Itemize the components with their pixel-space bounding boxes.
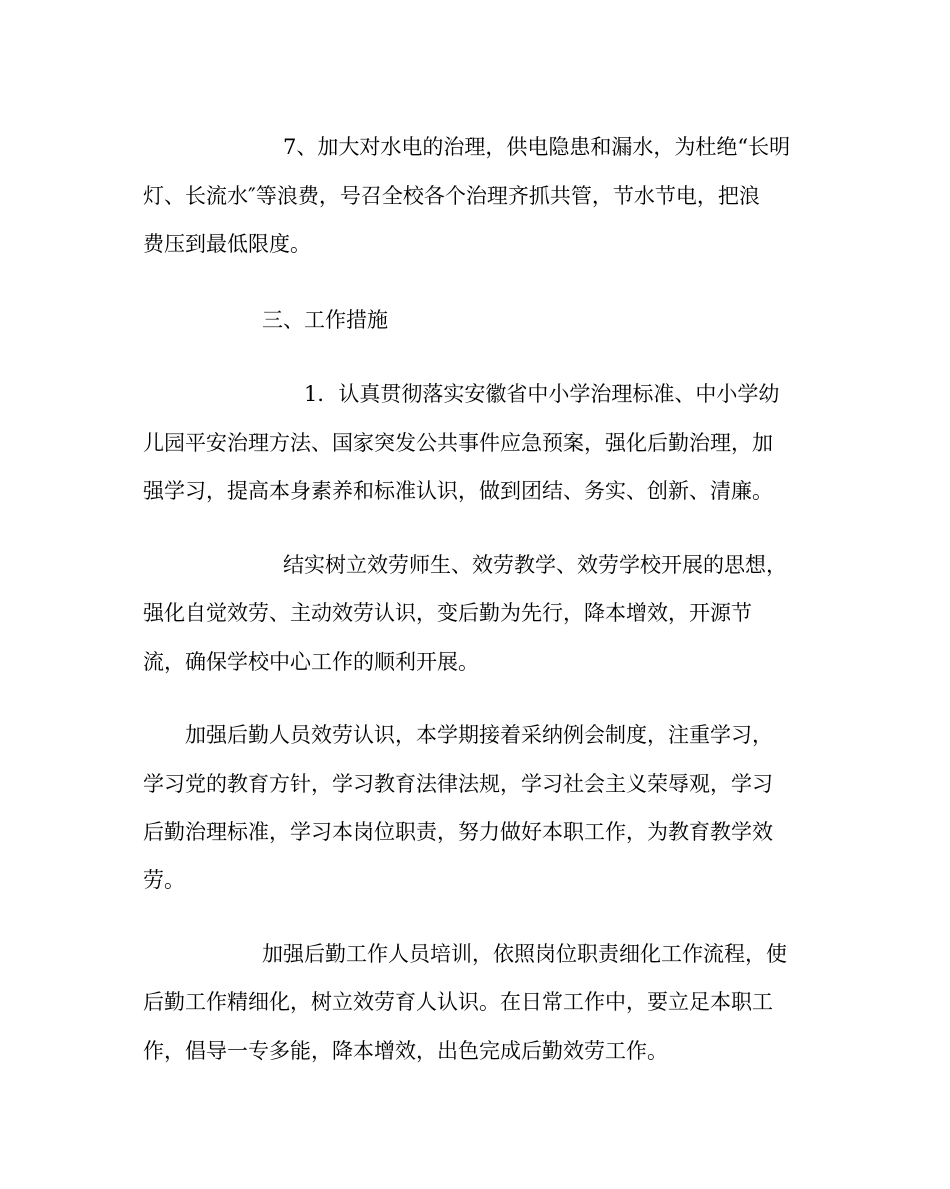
paragraph-1-line-2: 儿园平安治理方法、国家突发公共事件应急预案，强化后勤治理，加: [143, 431, 773, 455]
paragraph-7-line-2: 灯、长流水″等浪费，号召全校各个治理齐抓共管，节水节电，把浪: [143, 184, 760, 208]
paragraph-1-line-3: 强学习，提高本身素养和标准认识，做到团结、务实、创新、清廉。: [143, 479, 773, 503]
paragraph-2-line-1: 结实树立效劳师生、效劳教学、效劳学校开展的思想，: [283, 553, 787, 577]
paragraph-4-line-3: 作，倡导一专多能，降本增效，出色完成后勤效劳工作。: [143, 1039, 668, 1063]
paragraph-4-line-2: 后勤工作精细化，树立效劳育人认识。在日常工作中，要立足本职工: [143, 990, 773, 1014]
paragraph-2-line-3: 流，确保学校中心工作的顺利开展。: [143, 650, 479, 674]
paragraph-7-line-3: 费压到最低限度。: [143, 232, 311, 256]
paragraph-3-line-1: 加强后勤人员效劳认识，本学期接着采纳例会制度，注重学习，: [185, 723, 773, 747]
paragraph-3-line-4: 劳。: [143, 868, 185, 892]
paragraph-7-line-1: 7、加大对水电的治理，供电隐患和漏水，为杜绝“长明: [283, 135, 791, 159]
paragraph-3-line-2: 学习党的教育方针，学习教育法律法规，学习社会主义荣辱观，学习: [143, 772, 773, 796]
paragraph-2-line-2: 强化自觉效劳、主动效劳认识，变后勤为先行，降本增效，开源节: [143, 601, 752, 625]
paragraph-3-line-3: 后勤治理标准，学习本岗位职责，努力做好本职工作，为教育教学效: [143, 820, 773, 844]
paragraph-1-line-1: 1．认真贯彻落实安徽省中小学治理标准、中小学幼: [304, 382, 780, 406]
paragraph-4-line-1: 加强后勤工作人员培训，依照岗位职责细化工作流程，使: [262, 942, 787, 966]
section-heading: 三、工作措施: [262, 308, 388, 332]
